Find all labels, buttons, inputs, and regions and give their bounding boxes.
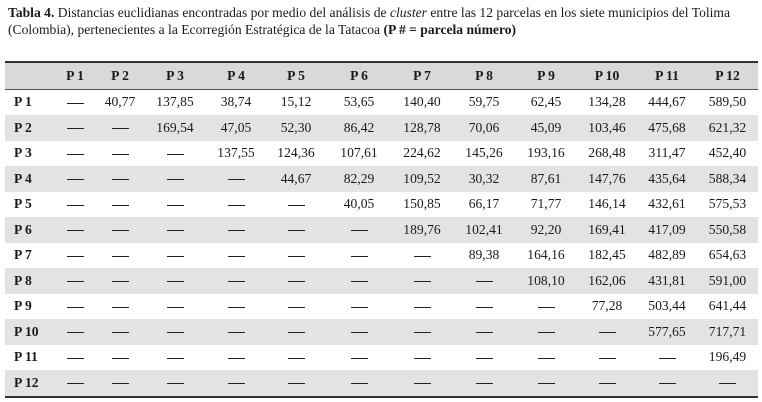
dash-mark	[167, 281, 184, 282]
empty-cell	[53, 115, 97, 141]
dash-mark	[288, 256, 305, 257]
dash-mark	[288, 205, 305, 206]
empty-cell	[207, 192, 265, 218]
table-row	[5, 268, 758, 294]
table-row	[5, 141, 758, 167]
distance-cell: 70,06	[468, 119, 500, 135]
row-header: P 9	[14, 298, 32, 314]
distance-cell: 550,58	[708, 221, 747, 237]
distance-cell: 146,14	[588, 196, 626, 212]
empty-cell	[453, 294, 515, 320]
empty-cell	[327, 268, 391, 294]
empty-cell	[53, 370, 97, 397]
dash-mark	[67, 179, 84, 180]
empty-cell	[143, 294, 207, 320]
distance-cell: 45,09	[530, 119, 562, 135]
dash-mark	[167, 307, 184, 308]
dash-mark	[167, 358, 184, 359]
distance-cell: 193,16	[527, 145, 565, 161]
distance-cell: 169,41	[588, 221, 626, 237]
distance-cell: 128,78	[403, 119, 441, 135]
dash-mark	[112, 179, 129, 180]
dash-mark	[719, 383, 736, 384]
empty-cell	[143, 243, 207, 269]
dash-mark	[414, 281, 431, 282]
row-header: P 3	[14, 145, 32, 161]
dash-mark	[112, 332, 129, 333]
empty-cell	[97, 370, 143, 397]
distance-cell: 435,64	[648, 170, 686, 186]
dash-mark	[288, 281, 305, 282]
dash-mark	[476, 281, 493, 282]
dash-mark	[476, 307, 493, 308]
row-header: P 4	[14, 170, 32, 186]
dash-mark	[288, 307, 305, 308]
empty-cell	[207, 243, 265, 269]
empty-cell	[577, 345, 637, 371]
distance-cell: 224,62	[403, 145, 441, 161]
distance-cell: 145,26	[465, 145, 503, 161]
caption-label: Tabla 4.	[8, 5, 55, 20]
empty-cell	[453, 345, 515, 371]
dash-mark	[659, 358, 676, 359]
dash-mark	[414, 256, 431, 257]
distance-cell: 431,81	[648, 272, 686, 288]
distance-cell: 30,32	[468, 170, 500, 186]
dash-mark	[67, 128, 84, 129]
distance-cell: 717,71	[708, 323, 747, 339]
empty-cell	[143, 166, 207, 192]
dash-mark	[112, 307, 129, 308]
distance-cell: 196,49	[708, 349, 747, 365]
empty-cell	[97, 217, 143, 243]
dash-mark	[167, 154, 184, 155]
distance-cell: 621,32	[708, 119, 747, 135]
distance-cell: 40,05	[343, 196, 375, 212]
distance-table	[5, 61, 758, 398]
table-row	[5, 89, 758, 115]
empty-cell	[265, 345, 327, 371]
empty-cell	[53, 294, 97, 320]
distance-cell: 482,89	[648, 247, 686, 263]
empty-cell	[453, 370, 515, 397]
empty-cell	[265, 370, 327, 397]
dash-mark	[351, 358, 368, 359]
dash-mark	[538, 307, 555, 308]
empty-cell	[391, 370, 453, 397]
distance-cell: 589,50	[708, 94, 747, 110]
distance-cell: 66,17	[468, 196, 500, 212]
distance-cell: 77,28	[591, 298, 623, 314]
distance-cell: 147,76	[588, 170, 626, 186]
table-row	[5, 370, 758, 397]
empty-cell	[391, 268, 453, 294]
column-header: P 2	[111, 67, 129, 83]
row-header: P 10	[14, 323, 39, 339]
empty-cell	[97, 345, 143, 371]
empty-cell	[265, 243, 327, 269]
distance-cell: 87,61	[530, 170, 562, 186]
empty-cell	[391, 243, 453, 269]
dash-mark	[351, 332, 368, 333]
dash-mark	[288, 383, 305, 384]
table-row	[5, 166, 758, 192]
column-header: P 11	[655, 67, 679, 83]
dash-mark	[167, 179, 184, 180]
empty-cell	[265, 294, 327, 320]
empty-cell	[265, 192, 327, 218]
header-corner	[5, 62, 53, 89]
row-header: P 8	[14, 272, 32, 288]
distance-cell: 92,20	[530, 221, 562, 237]
distance-cell: 124,36	[277, 145, 315, 161]
dash-mark	[659, 383, 676, 384]
empty-cell	[143, 268, 207, 294]
dash-mark	[599, 332, 616, 333]
dash-mark	[67, 332, 84, 333]
dash-mark	[167, 383, 184, 384]
dash-mark	[288, 358, 305, 359]
distance-cell: 588,34	[708, 170, 747, 186]
empty-cell	[53, 268, 97, 294]
dash-mark	[414, 383, 431, 384]
distance-cell: 102,41	[465, 221, 503, 237]
distance-cell: 452,40	[708, 145, 747, 161]
row-header: P 12	[14, 374, 39, 390]
empty-cell	[97, 141, 143, 167]
empty-cell	[637, 345, 697, 371]
dash-mark	[351, 230, 368, 231]
empty-cell	[53, 345, 97, 371]
column-header: P 3	[166, 67, 184, 83]
row-header: P 7	[14, 247, 32, 263]
dash-mark	[67, 205, 84, 206]
dash-mark	[112, 256, 129, 257]
distance-cell: 82,29	[343, 170, 375, 186]
empty-cell	[207, 370, 265, 397]
table-row	[5, 319, 758, 345]
dash-mark	[228, 230, 245, 231]
empty-cell	[97, 115, 143, 141]
empty-cell	[53, 243, 97, 269]
dash-mark	[476, 358, 493, 359]
dash-mark	[288, 230, 305, 231]
empty-cell	[391, 294, 453, 320]
distance-cell: 103,46	[588, 119, 626, 135]
table-body	[5, 89, 758, 397]
caption-text-part1: Distancias euclidianas encontradas por medio del análisis de	[57, 5, 387, 20]
distance-cell: 47,05	[220, 119, 252, 135]
distance-cell: 89,38	[468, 247, 500, 263]
dash-mark	[414, 307, 431, 308]
empty-cell	[327, 217, 391, 243]
row-header: P 2	[14, 119, 32, 135]
empty-cell	[265, 217, 327, 243]
empty-cell	[577, 319, 637, 345]
dash-mark	[228, 256, 245, 257]
empty-cell	[97, 319, 143, 345]
dash-mark	[228, 332, 245, 333]
distance-cell: 417,09	[648, 221, 686, 237]
dash-mark	[228, 307, 245, 308]
distance-cell: 140,40	[403, 94, 441, 110]
empty-cell	[697, 370, 758, 397]
empty-cell	[515, 370, 577, 397]
table-row	[5, 217, 758, 243]
distance-cell: 641,44	[708, 298, 747, 314]
dash-mark	[67, 230, 84, 231]
dash-mark	[67, 307, 84, 308]
empty-cell	[143, 370, 207, 397]
table-row	[5, 345, 758, 371]
empty-cell	[143, 345, 207, 371]
empty-cell	[327, 370, 391, 397]
row-header: P 11	[14, 349, 38, 365]
empty-cell	[143, 217, 207, 243]
dash-mark	[538, 332, 555, 333]
table-caption	[8, 4, 756, 38]
distance-cell: 107,61	[340, 145, 378, 161]
empty-cell	[53, 89, 97, 115]
distance-cell: 59,75	[468, 94, 500, 110]
table-row	[5, 294, 758, 320]
distance-cell: 53,65	[343, 94, 375, 110]
dash-mark	[112, 205, 129, 206]
dash-mark	[228, 358, 245, 359]
distance-cell: 71,77	[530, 196, 562, 212]
header-row	[5, 62, 758, 89]
distance-cell: 311,47	[648, 145, 686, 161]
dash-mark	[167, 230, 184, 231]
distance-cell: 182,45	[588, 247, 626, 263]
empty-cell	[97, 166, 143, 192]
dash-mark	[351, 307, 368, 308]
distance-cell: 503,44	[648, 298, 686, 314]
dash-mark	[351, 281, 368, 282]
row-header: P 6	[14, 221, 32, 237]
empty-cell	[515, 294, 577, 320]
distance-cell: 654,63	[708, 247, 747, 263]
distance-cell: 137,55	[217, 145, 255, 161]
row-header: P 5	[14, 196, 32, 212]
distance-cell: 86,42	[343, 119, 375, 135]
column-header: P 8	[475, 67, 493, 83]
dash-mark	[67, 383, 84, 384]
dash-mark	[476, 383, 493, 384]
distance-cell: 575,53	[708, 196, 747, 212]
distance-cell: 444,67	[648, 94, 686, 110]
dash-mark	[67, 358, 84, 359]
caption-term: cluster	[389, 5, 427, 20]
empty-cell	[143, 192, 207, 218]
row-header: P 1	[14, 94, 32, 110]
empty-cell	[327, 243, 391, 269]
dash-mark	[228, 281, 245, 282]
empty-cell	[515, 345, 577, 371]
distance-cell: 108,10	[527, 272, 565, 288]
dash-mark	[228, 179, 245, 180]
caption-text-part2: entre las 12 parcelas en los siete municipios del Tolima (Colombia), pertenecientes a la Ecorregión Estratégica de la Tatacoa	[8, 5, 731, 37]
empty-cell	[207, 345, 265, 371]
distance-cell: 432,61	[648, 196, 686, 212]
empty-cell	[577, 370, 637, 397]
empty-cell	[53, 217, 97, 243]
dash-mark	[414, 332, 431, 333]
empty-cell	[53, 192, 97, 218]
dash-mark	[414, 358, 431, 359]
dash-mark	[599, 383, 616, 384]
column-header: P 10	[594, 67, 620, 83]
distance-cell: 162,06	[588, 272, 626, 288]
distance-cell: 164,16	[527, 247, 565, 263]
distance-cell: 137,85	[156, 94, 194, 110]
empty-cell	[453, 268, 515, 294]
dash-mark	[538, 358, 555, 359]
distance-cell: 62,45	[530, 94, 562, 110]
distance-cell: 591,00	[708, 272, 747, 288]
empty-cell	[97, 243, 143, 269]
distance-cell: 38,74	[220, 94, 252, 110]
empty-cell	[207, 166, 265, 192]
empty-cell	[391, 345, 453, 371]
empty-cell	[97, 268, 143, 294]
distance-cell: 169,54	[156, 119, 194, 135]
distance-cell: 40,77	[104, 94, 136, 110]
empty-cell	[327, 319, 391, 345]
empty-cell	[207, 217, 265, 243]
dash-mark	[67, 103, 84, 104]
distance-cell: 577,65	[648, 323, 686, 339]
caption-note: (P # = parcela número)	[383, 22, 517, 37]
dash-mark	[288, 332, 305, 333]
empty-cell	[391, 319, 453, 345]
distance-cell: 134,28	[588, 94, 626, 110]
table-header	[5, 62, 758, 89]
dash-mark	[476, 332, 493, 333]
dash-mark	[112, 128, 129, 129]
dash-mark	[67, 154, 84, 155]
distance-cell: 44,67	[280, 170, 312, 186]
table-row	[5, 115, 758, 141]
empty-cell	[207, 268, 265, 294]
dash-mark	[167, 332, 184, 333]
empty-cell	[53, 319, 97, 345]
empty-cell	[97, 192, 143, 218]
dash-mark	[538, 383, 555, 384]
dash-mark	[599, 358, 616, 359]
column-header: P 1	[66, 67, 84, 83]
dash-mark	[112, 281, 129, 282]
dash-mark	[351, 383, 368, 384]
empty-cell	[265, 319, 327, 345]
column-header: P 6	[350, 67, 368, 83]
dash-mark	[228, 205, 245, 206]
column-header: P 9	[537, 67, 555, 83]
table-row	[5, 192, 758, 218]
dash-mark	[112, 230, 129, 231]
dash-mark	[167, 256, 184, 257]
column-header: P 12	[715, 67, 740, 83]
distance-cell: 15,12	[280, 94, 312, 110]
column-header: P 7	[413, 67, 431, 83]
dash-mark	[112, 383, 129, 384]
empty-cell	[53, 166, 97, 192]
empty-cell	[327, 345, 391, 371]
table-row	[5, 243, 758, 269]
dash-mark	[112, 154, 129, 155]
empty-cell	[143, 141, 207, 167]
distance-cell: 52,30	[280, 119, 312, 135]
empty-cell	[53, 141, 97, 167]
empty-cell	[327, 294, 391, 320]
dash-mark	[228, 383, 245, 384]
column-header: P 5	[287, 67, 305, 83]
empty-cell	[207, 294, 265, 320]
column-header: P 4	[227, 67, 245, 83]
empty-cell	[207, 319, 265, 345]
empty-cell	[265, 268, 327, 294]
distance-cell: 268,48	[588, 145, 626, 161]
empty-cell	[143, 319, 207, 345]
dash-mark	[67, 281, 84, 282]
distance-cell: 150,85	[403, 196, 441, 212]
dash-mark	[67, 256, 84, 257]
dash-mark	[112, 358, 129, 359]
distance-cell: 475,68	[648, 119, 686, 135]
empty-cell	[453, 319, 515, 345]
empty-cell	[515, 319, 577, 345]
distance-cell: 189,76	[403, 221, 441, 237]
distance-cell: 109,52	[403, 170, 441, 186]
dash-mark	[351, 256, 368, 257]
dash-mark	[167, 205, 184, 206]
empty-cell	[637, 370, 697, 397]
empty-cell	[97, 294, 143, 320]
